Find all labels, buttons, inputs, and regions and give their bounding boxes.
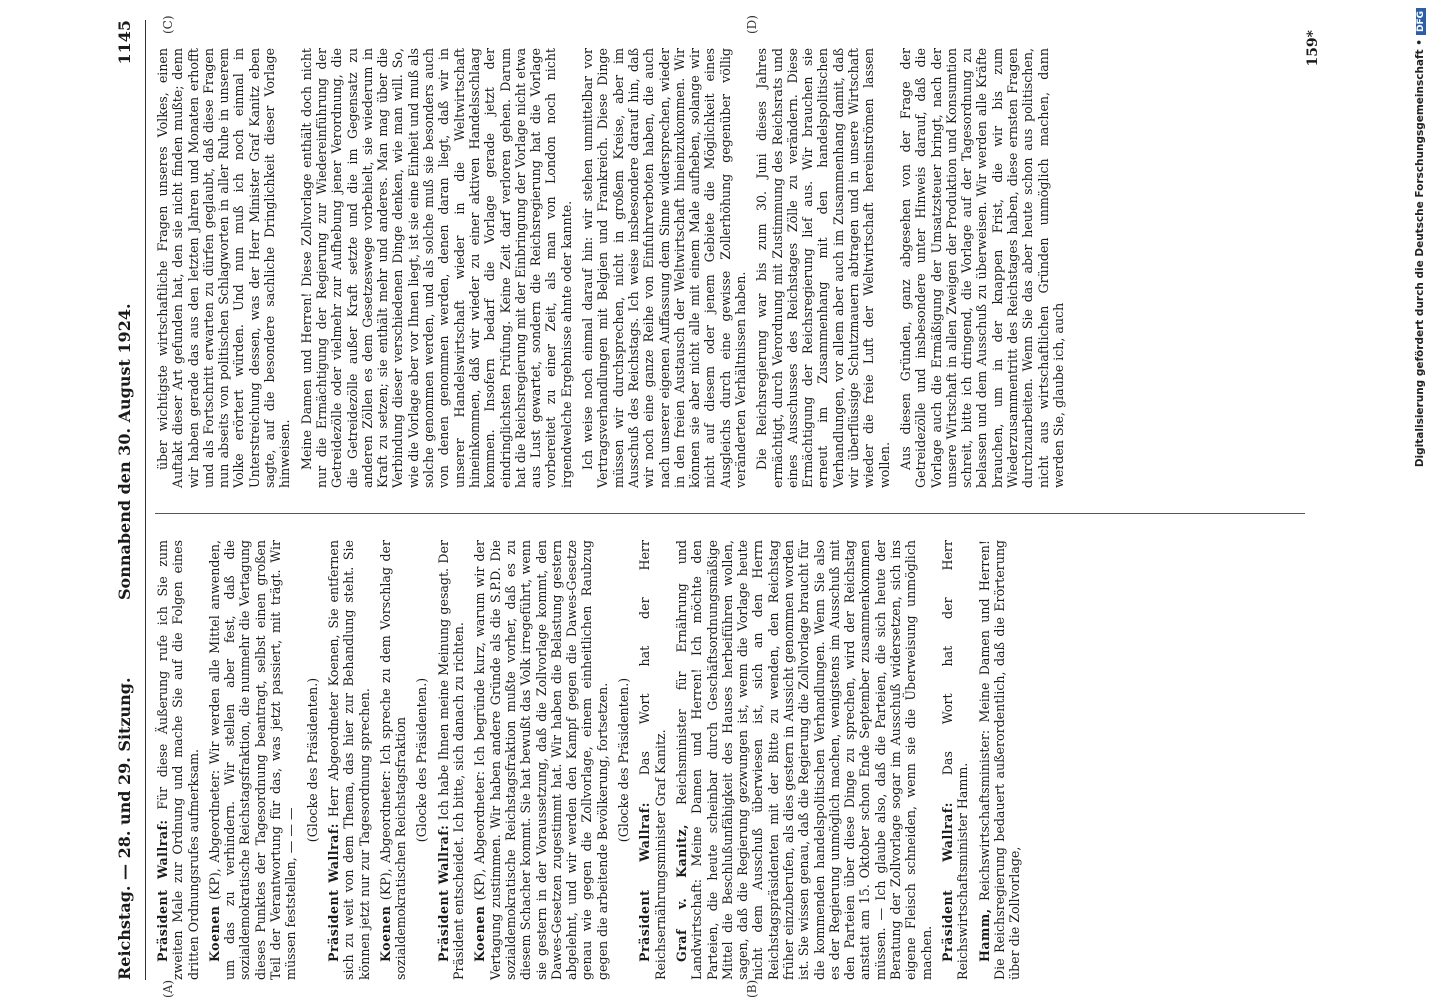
paragraph bbox=[472, 540, 610, 980]
paragraph-text: Herr Abgeordneter Koenen, Sie entfernen sich zu weit von dem Thema, das hier zur Behandlung steht. Sie können jetzt nur zur Tagesordnung sprechen. bbox=[325, 540, 372, 980]
speaker-name: Koenen bbox=[377, 905, 393, 962]
paragraph bbox=[674, 540, 934, 980]
paragraph-text: (Glocke des Präsidenten.) bbox=[414, 677, 430, 843]
paragraph bbox=[436, 540, 467, 980]
paragraph bbox=[299, 48, 574, 488]
paragraph-text: (KP), Abgeordneter: Ich spreche zu dem Vorschlag der sozialdemokratischen Reichstagsfraktion bbox=[377, 540, 409, 980]
scanned-page bbox=[105, 0, 1325, 1000]
paragraph-text: Meine Damen und Herren! Diese Zollvorlage enthält doch nicht nur die Ermächtigung der Regierung zur Wiedereinführung der Getreidezölle oder vielmehr zur Aufhebung jener Verordnung, die die Getreidezölle außer Kraft setzte und die im Gegensatz zu anderen Zöllen es dem Gesetzeswege vorbehielt, sie wiederum in Kraft zu setzen; sie enthält mehr und anderes. Man mag über die Verbindung dieser verschiedenen Dinge denken, wie man will. So, wie die Vorlage aber vor Ihnen liegt, ist sie eine Einheit und muß als solche genommen werden, und als solche muß sie besonders auch von denen genommen werden, denen daran liegt, daß wir in unserer Handelswirtschaft wieder in die Weltwirtschaft hineinkommen, daß wir wieder zu einer aktiven Handelsschlaag kommen. Insofern bedarf die Vorlage gerade jetzt der eindringlichsten Prüfung. Keine Zeit darf verloren gehen. Darum hat die Reichsregierung mit der Einbringung der Vorlage nicht etwa aus Lust gewartet, sondern die Reichsregierung hat die Vorlage vorbereitet zu einer Zeit, als man von London noch nicht irgendwelche Ergebnisse ahnte oder kannte. bbox=[298, 48, 574, 488]
paragraph bbox=[898, 48, 1066, 488]
right-column bbox=[155, 48, 1072, 488]
paragraph bbox=[378, 540, 409, 980]
paragraph-text: Für diese Äußerung rufe ich Sie zum zweiten Male zur Ordnung und mache Sie auf die Folgen eines dritten Ordnungsrufes aufmerksam. bbox=[155, 540, 201, 980]
paragraph bbox=[207, 540, 299, 980]
paragraph bbox=[155, 48, 293, 488]
margin-mark-d: (D) bbox=[745, 15, 759, 34]
dfg-notice: Digitalisierung gefördert durch die Deutsche Forschungsgemeinschaft • bbox=[1414, 39, 1426, 468]
signature-mark: 159* bbox=[1305, 30, 1321, 67]
paragraph-text: Das Wort hat der Herr Reichsernährungsminister Graf Kanitz. bbox=[637, 540, 668, 980]
column-divider bbox=[155, 513, 1305, 514]
paragraph bbox=[637, 540, 668, 980]
paragraph bbox=[155, 540, 201, 980]
speaker-name: Präsident Wallraf: bbox=[435, 824, 451, 962]
paragraph bbox=[616, 540, 631, 980]
header-date: Sonnabend den 30. August 1924. bbox=[115, 303, 134, 600]
speaker-name: Präsident Wallraf: bbox=[155, 819, 170, 962]
speaker-name: Präsident Wallraf: bbox=[939, 802, 955, 962]
paragraph-text: Reichswirtschaftsminister: Meine Damen und Herren! Die Reichsregierung bedauert außerordentlich, daß die Erörterung über die Zollvorlage, bbox=[976, 540, 1023, 980]
paragraph bbox=[977, 540, 1023, 980]
speaker-name: Hamm, bbox=[976, 908, 992, 962]
speaker-name: Präsident Wallraf: bbox=[637, 802, 653, 962]
paragraph-text: Die Reichsregierung war bis zum 30. Juni dieses Jahres ermächtigt, durch Verordnung mit Zustimmung des Reichsrats und eines Ausschusses des Reichstages Zölle zu verändern. Diese Ermächtigung der Reichsregierung lief aus. Wir brauchen sie erneut im Zusammenhang mit den handelspolitischen Verhandlungen, vor allem aber auch im Zusammenhang damit, daß wir überflüssige Schutzmauern abtragen und in unsere Wirtschaft wieder die freie Luft der Weltwirtschaft hereinströmen lassen wollen. bbox=[754, 48, 892, 488]
paragraph bbox=[305, 540, 320, 980]
paragraph bbox=[940, 540, 971, 980]
paragraph-text: (KP), Abgeordneter: Ich begründe kurz, warum wir der Vertagung zustimmen. Wir haben andere Gründe als die S.P.D. Die sozialdemokratische Reichstagsfraktion mußte vorher, daß es zu diesem Schacher kommt. Sie hat bewußt das Volk irregeführt, wenn sie gestern in der Voraussetzung, daß die Zollvorlage kommt, den Dawes-Gesetzen zugestimmt hat. Wir haben die Belastung gestern abgelehnt, und wir werden den Kampf gegen die Dawes-Gesetze genau wie gegen die Zollvorlage, einem einheitlichen Raubzug gegen die arbeitende Bevölkerung, fortsetzen. bbox=[472, 540, 610, 980]
margin-mark-b: (B) bbox=[745, 979, 759, 998]
speaker-name: Präsident Wallraf: bbox=[325, 823, 341, 962]
header-rule bbox=[145, 20, 146, 980]
paragraph-text: Aus diesen Gründen, ganz abgesehen von der Frage der Getreidezölle und insbesondere unter Hinweis darauf, daß die Vorlage auch die Ermäßigung der Umsatzsteuer bringt, nach der unsere Wirtschaft in allen Zweigen der Produktion und Konsumtion schreit, bitte ich dringend, die Vorlage auf der Tagesordnung zu belassen und dem Ausschuß zu überweisen. Wir werden alle Kräfte brauchen, um in der knappen Frist, die wir bis zum Wiederzusammentritt des Reichstages haben, diese ernsten Fragen durchzuarbeiten. Wenn Sie das aber heute schon aus politischen, nicht aus wirtschaftlichen Gründen unmöglich machen, dann werden Sie, glaube ich, auch bbox=[897, 48, 1066, 488]
left-column bbox=[155, 540, 1028, 980]
page-number: 1145 bbox=[115, 20, 134, 65]
paragraph bbox=[326, 540, 372, 980]
paragraph bbox=[754, 48, 892, 488]
header-left: Reichstag. — 28. und 29. Sitzung. bbox=[115, 677, 134, 980]
speaker-name: Koenen bbox=[206, 905, 222, 962]
speaker-name: Graf v. Kanitz, bbox=[673, 823, 689, 962]
paragraph-text: Ich habe Ihnen meine Meinung gesagt. Der Präsident entscheidet. Ich bitte, sich danach zu richten. bbox=[435, 540, 467, 980]
speaker-name: Koenen bbox=[472, 905, 488, 962]
paragraph-text: Ich weise noch einmal darauf hin: wir stehen unmittelbar vor Vertragsverhandlungen mit Belgien und Frankreich. Diese Dinge müssen wir durchsprechen, nicht in großem Kreise, aber im Ausschuß des Reichstags. Ich weise insbesondere darauf hin, daß wir noch eine ganze Reihe von Einfuhrverboten haben, die auch nach unserer eigenen Auffassung dem Sinne widersprechen, wieder in den freien Austausch der Weltwirtschaft hineinzukommen. Wir können sie aber nicht alle mit einem Male aufheben, solange wir nicht auf diesem oder jenem Gebiete die Möglichkeit eines Ausgleichs durch eine gewisse Zollerhöhung gegenüber völlig veränderten Verhältnissen haben. bbox=[580, 48, 748, 488]
paragraph bbox=[580, 48, 748, 488]
paragraph-text: (Glocke des Präsidenten.) bbox=[616, 677, 632, 843]
running-header bbox=[115, 20, 141, 980]
margin-mark-a: (A) bbox=[161, 979, 175, 998]
paragraph bbox=[414, 540, 429, 980]
paragraph-text: Reichsminister für Ernährung und Landwirtschaft: Meine Damen und Herren! Ich möchte den Parteien, die heute scheinbar durch Geschäftsordnungsmäßige Mittel die Beschlußunfähigkeit des Hauses herbeiführen wollen, sagen, daß die Regierung gezwungen ist, wenn die Vorlage heute nicht dem Ausschuß überwiesen ist, sich an den Herrn Reichstagspräsidenten mit der Bitte zu wenden, den Reichstag früher einzuberufen, als dies gestern in Aussicht genommen worden ist. Sie wissen genau, daß die Regierung die Zollvorlage braucht für die kommenden handelspolitischen Verhandlungen. Wenn Sie also es der Regierung unmöglich machen, wenigstens im Ausschuß mit den Parteien über diese Dinge zu sprechen, wird der Reichstag anstatt am 15. Oktober schon Ende September zusammenkommen müssen. — Ich glaube also, daß die Parteien, die sich heute der Beratung der Zollvorlage sogar im Ausschuß widersetzen, sich ins eigene Fleisch schneiden, wenn sie die Überweisung unmöglich machen. bbox=[673, 540, 934, 980]
dfg-sidebar bbox=[1414, 8, 1430, 998]
paragraph-text: Das Wort hat der Herr Reichswirtschaftsminister Hamm. bbox=[939, 540, 971, 980]
margin-mark-c: (C) bbox=[161, 15, 175, 34]
paragraph-text: (Glocke des Präsidenten.) bbox=[304, 677, 320, 843]
paragraph-text: über wichtigste wirtschaftliche Fragen unseres Volkes, einen Auftakt dieser Art gefunden hat, den sie nicht finden mußte; denn wir haben gerade das aus den letzten Jahren und Monaten erhofft und als Fortschritt erwarten zu dürfen geglaubt, daß diese Fragen nun abseits von politischen Schlagworten in aller Ruhe in unserem Volke erörtert würden. Und nun muß ich noch einmal in Unterstreichung dessen, was der Herr Minister Graf Kanitz eben sagte, auf die besondere sachliche Dringlichkeit dieser Vorlage hinweisen. bbox=[155, 48, 293, 488]
dfg-logo: DFG bbox=[1416, 8, 1426, 35]
paragraph-text: (KP), Abgeordneter: Wir werden alle Mittel anwenden, um das zu verhindern. Wir stellen aber fest, daß die sozialdemokratische Reichstagsfraktion, die nunmehr die Vertagung dieses Punktes der Tagesordnung beantragt, selbst einen großen Teil der Verantwortung für das, was jetzt passiert, mit trägt. Wir müssen feststellen, — — — bbox=[206, 540, 299, 980]
